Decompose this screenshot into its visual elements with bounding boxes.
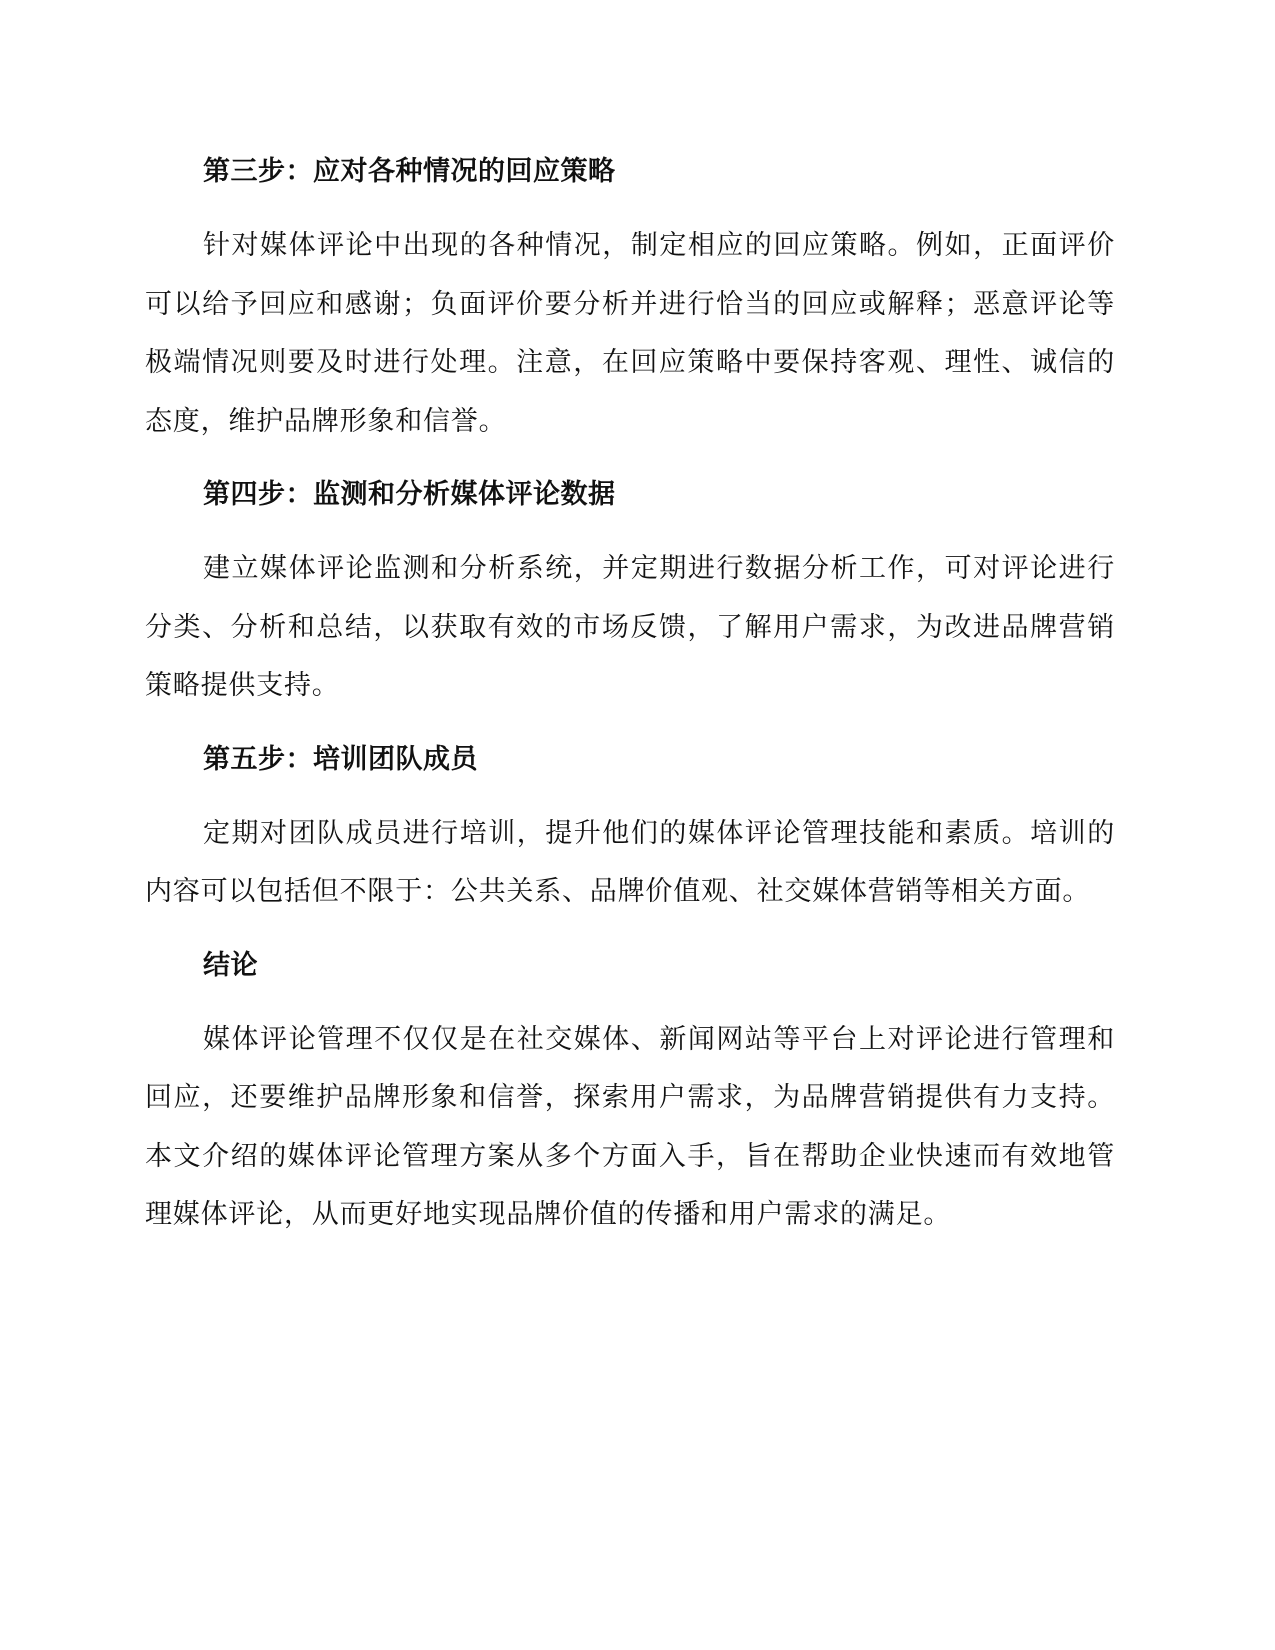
section-paragraph-step-three: 针对媒体评论中出现的各种情况，制定相应的回应策略。例如，正面评价可以给予回应和感谢；负面评价要分析并进行恰当的回应或解释；恶意评论等极端情况则要及时进行处理。注意，在回应策略中要保持客观、理性、诚信的态度，维护品牌形象和信誉。: [145, 230, 1115, 437]
section-heading-step-five: 第五步：培训团队成员: [203, 743, 478, 775]
document-body: [145, 142, 1115, 1245]
section-paragraph-step-five: 定期对团队成员进行培训，提升他们的媒体评论管理技能和素质。培训的内容可以包括但不限于：公共关系、品牌价值观、社交媒体营销等相关方面。: [145, 817, 1115, 907]
section-heading-step-three: 第三步：应对各种情况的回应策略: [203, 156, 616, 187]
section-paragraph-step-four: 建立媒体评论监测和分析系统，并定期进行数据分析工作，可对评论进行分类、分析和总结，以获取有效的市场反馈，了解用户需求，为改进品牌营销策略提供支持。: [145, 553, 1115, 701]
section-heading-conclusion: 结论: [203, 949, 258, 981]
section-paragraph-conclusion: 媒体评论管理不仅仅是在社交媒体、新闻网站等平台上对评论进行管理和回应，还要维护品牌形象和信誉，探索用户需求，为品牌营销提供有力支持。本文介绍的媒体评论管理方案从多个方面入手，旨在帮助企业快速而有效地管理媒体评论，从而更好地实现品牌价值的传播和用户需求的满足。: [145, 1023, 1115, 1230]
section-heading-step-four: 第四步：监测和分析媒体评论数据: [203, 479, 616, 510]
